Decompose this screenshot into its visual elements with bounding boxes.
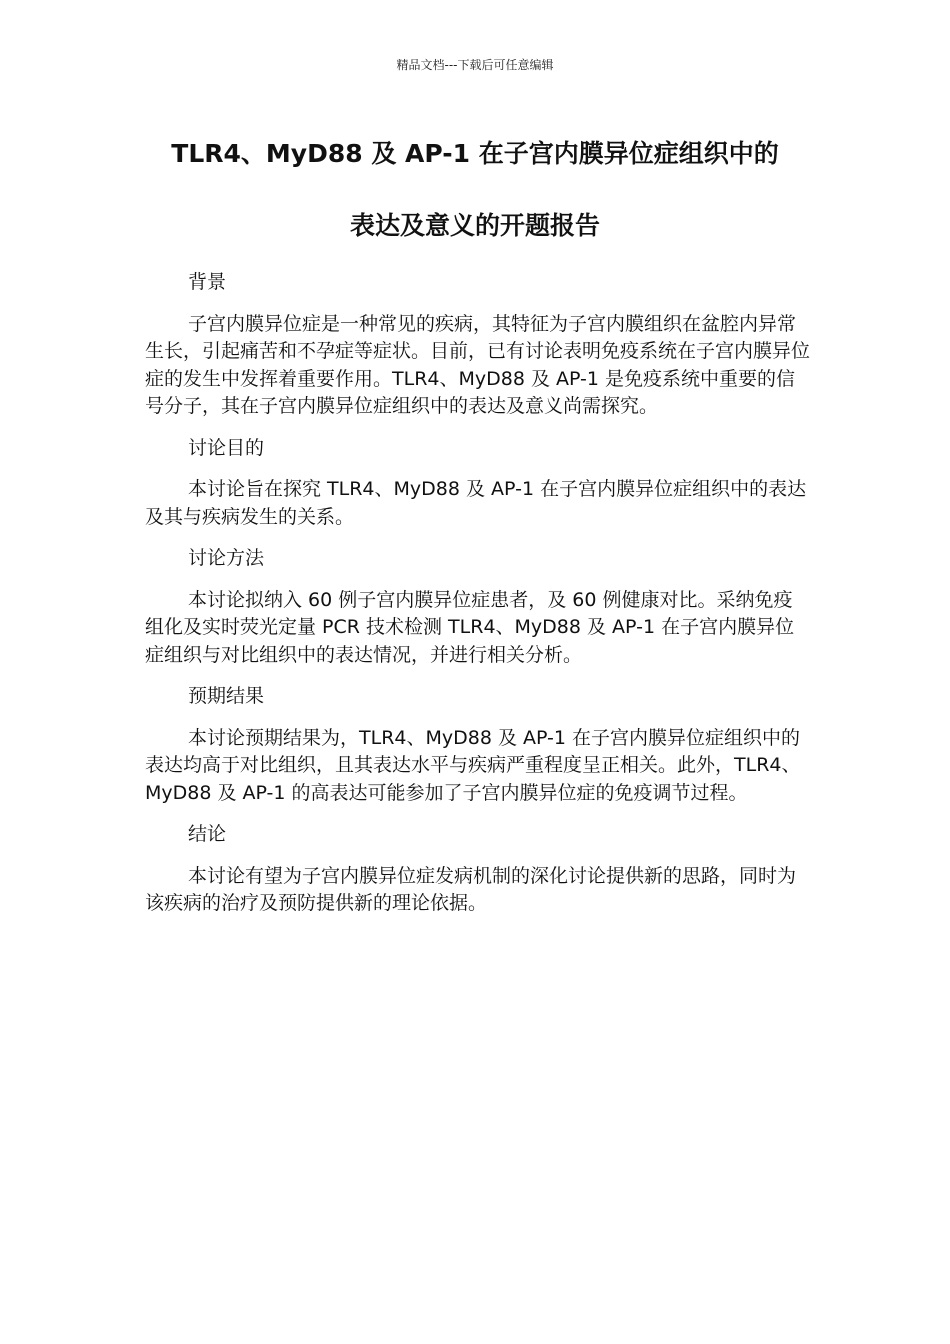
section-heading-conclusion: 结论: [188, 823, 227, 845]
section-body-methods: 本讨论拟纳入 60 例子宫内膜异位症患者，及 60 例健康对比。采纳免疫组化及实时荧光定量 PCR 技术检测 TLR4、MyD88 及 AP-1 在子宫内膜异位症组织与对比组织中的表达情况，并进行相关分析。: [145, 588, 795, 666]
section-body-conclusion: 本讨论有望为子宫内膜异位症发病机制的深化讨论提供新的思路，同时为该疾病的治疗及预防提供新的理论依据。: [145, 864, 797, 914]
title-line-1: TLR4、MyD88 及 AP-1 在子宫内膜异位症组织中的: [171, 139, 779, 168]
section-heading-objective: 讨论目的: [188, 436, 265, 459]
section-heading-methods: 讨论方法: [188, 547, 265, 569]
section-body-objective: 本讨论旨在探究 TLR4、MyD88 及 AP-1 在子宫内膜异位症组织中的表达及其与疾病发生的关系。: [145, 478, 807, 528]
title-line-2: 表达及意义的开题报告: [349, 211, 600, 240]
section-body-expected-results: 本讨论预期结果为，TLR4、MyD88 及 AP-1 在子宫内膜异位症组织中的表达均高于对比组织，且其表达水平与疾病严重程度呈正相关。此外，TLR4、MyD88 及 AP-1 的高表达可能参加了子宫内膜异位症的免疫调节过程。: [145, 726, 801, 804]
section-body-background: 子宫内膜异位症是一种常见的疾病，其特征为子宫内膜组织在盆腔内异常生长，引起痛苦和不孕症等症状。目前，已有讨论表明免疫系统在子宫内膜异位症的发生中发挥着重要作用。TLR4、MyD88 及 AP-1 是免疫系统中重要的信号分子，其在子宫内膜异位症组织中的表达及意义尚需探究。: [145, 312, 811, 417]
section-heading-expected-results: 预期结果: [188, 685, 265, 707]
document-body: [145, 269, 811, 932]
document-title: [100, 134, 850, 278]
page-header: 精品文档---下载后可任意编辑: [396, 58, 554, 72]
section-heading-background: 背景: [188, 271, 227, 293]
